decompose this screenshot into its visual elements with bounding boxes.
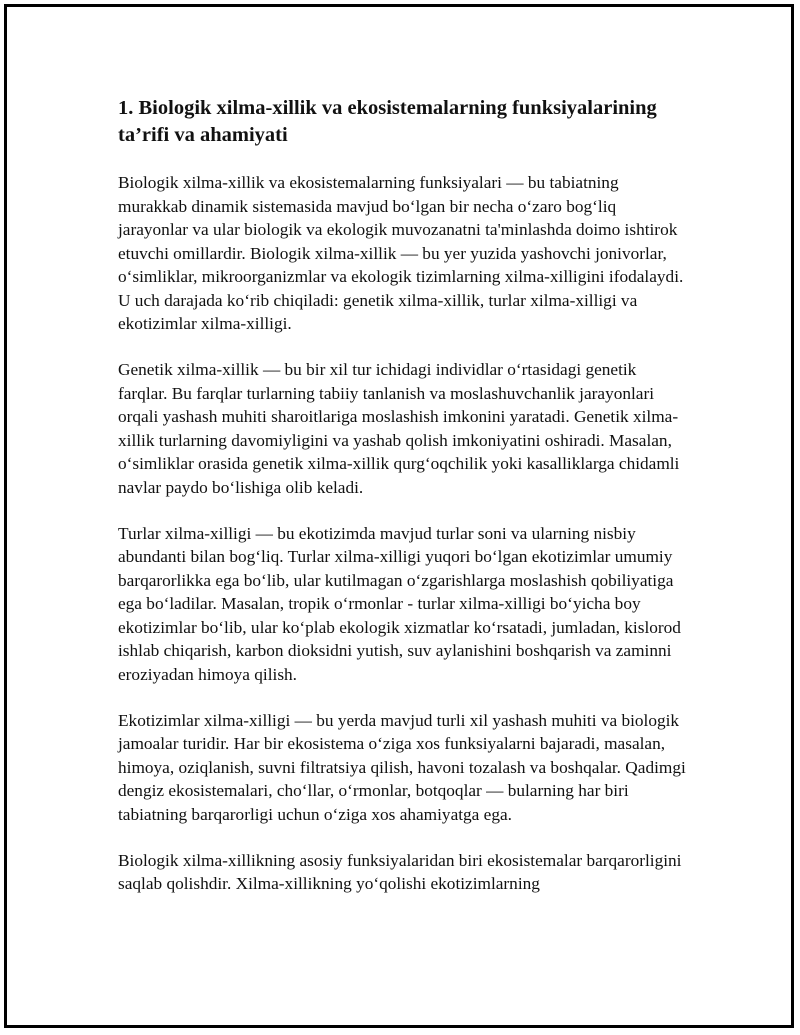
section-heading: 1. Biologik xilma-xillik va ekosistemalarning funksiyalarining ta’rifi va ahamiyati xyxy=(118,97,657,146)
paragraph-genetic-diversity: Genetik xilma-xillik — bu bir xil tur ichidagi individlar o‘rtasidagi genetik farqlar. Bu farqlar turlarning tabiiy tanlanish va moslashuvchanlik jarayonlari orqali yashash muhiti sharoitlariga moslashish imkonini yaratadi. Genetik xilma-xillik turlarning davomiyligini va yashab qolish imkoniyatini oshiradi. Masalan, o‘simliklar orasida genetik xilma-xillik qurg‘oqchilik yoki kasalliklarga chidamli navlar paydo bo‘lishiga olib keladi. xyxy=(118,360,680,497)
paragraph-functions: Biologik xilma-xillikning asosiy funksiyalaridan biri ekosistemalar barqarorligini saqlab qolishdir. Xilma-xillikning yo‘qolishi ekotizimlarning xyxy=(118,850,682,893)
paragraph-ecosystem-diversity: Ekotizimlar xilma-xilligi — bu yerda mavjud turli xil yashash muhiti va biologik jamoalar turidir. Har bir ekosistema o‘ziga xos funksiyalarni bajaradi, masalan, himoya, oziqlanish, suvni filtratsiya qilish, havoni tozalash va boshqalar. Qadimgi dengiz ekosistemalari, cho‘llar, o‘rmonlar, botqoqlar — bularning har biri tabiatning barqarorligi uchun o‘ziga xos ahamiyatga ega. xyxy=(118,710,686,824)
paragraph-species-diversity: Turlar xilma-xilligi — bu ekotizimda mavjud turlar soni va ularning nisbiy abundanti bilan bog‘liq. Turlar xilma-xilligi yuqori bo‘lgan ekotizimlar umumiy barqarorlikka ega bo‘lib, ular kutilmagan o‘zgarishlarga moslashish qobiliyatiga ega bo‘ladilar. Masalan, tropik o‘rmonlar - turlar xilma-xilligi bo‘yicha boy ekotizimlar bo‘lib, ular ko‘plab ekologik xizmatlar ko‘rsatadi, jumladan, kislorod ishlab chiqarish, karbon dioksidni yutish, suv aylanishini boshqarish va zaminni eroziyadan himoya qilish. xyxy=(118,523,681,684)
paragraph-intro: Biologik xilma-xillik va ekosistemalarning funksiyalari — bu tabiatning murakkab dinamik sistemasida mavjud bo‘lgan bir necha o‘zaro bog‘liq jarayonlar va ular biologik va ekologik muvozanatni ta'minlashda doimo ishtirok etuvchi omillardir. Biologik xilma-xillik — bu yer yuzida yashovchi jonivorlar, o‘simliklar, mikroorganizmlar va ekologik tizimlarning xilma-xilligini ifodalaydi. U uch darajada ko‘rib chiqiladi: genetik xilma-xillik, turlar xilma-xilligi va ekotizimlar xilma-xilligi. xyxy=(118,173,684,333)
document-body xyxy=(118,95,688,918)
